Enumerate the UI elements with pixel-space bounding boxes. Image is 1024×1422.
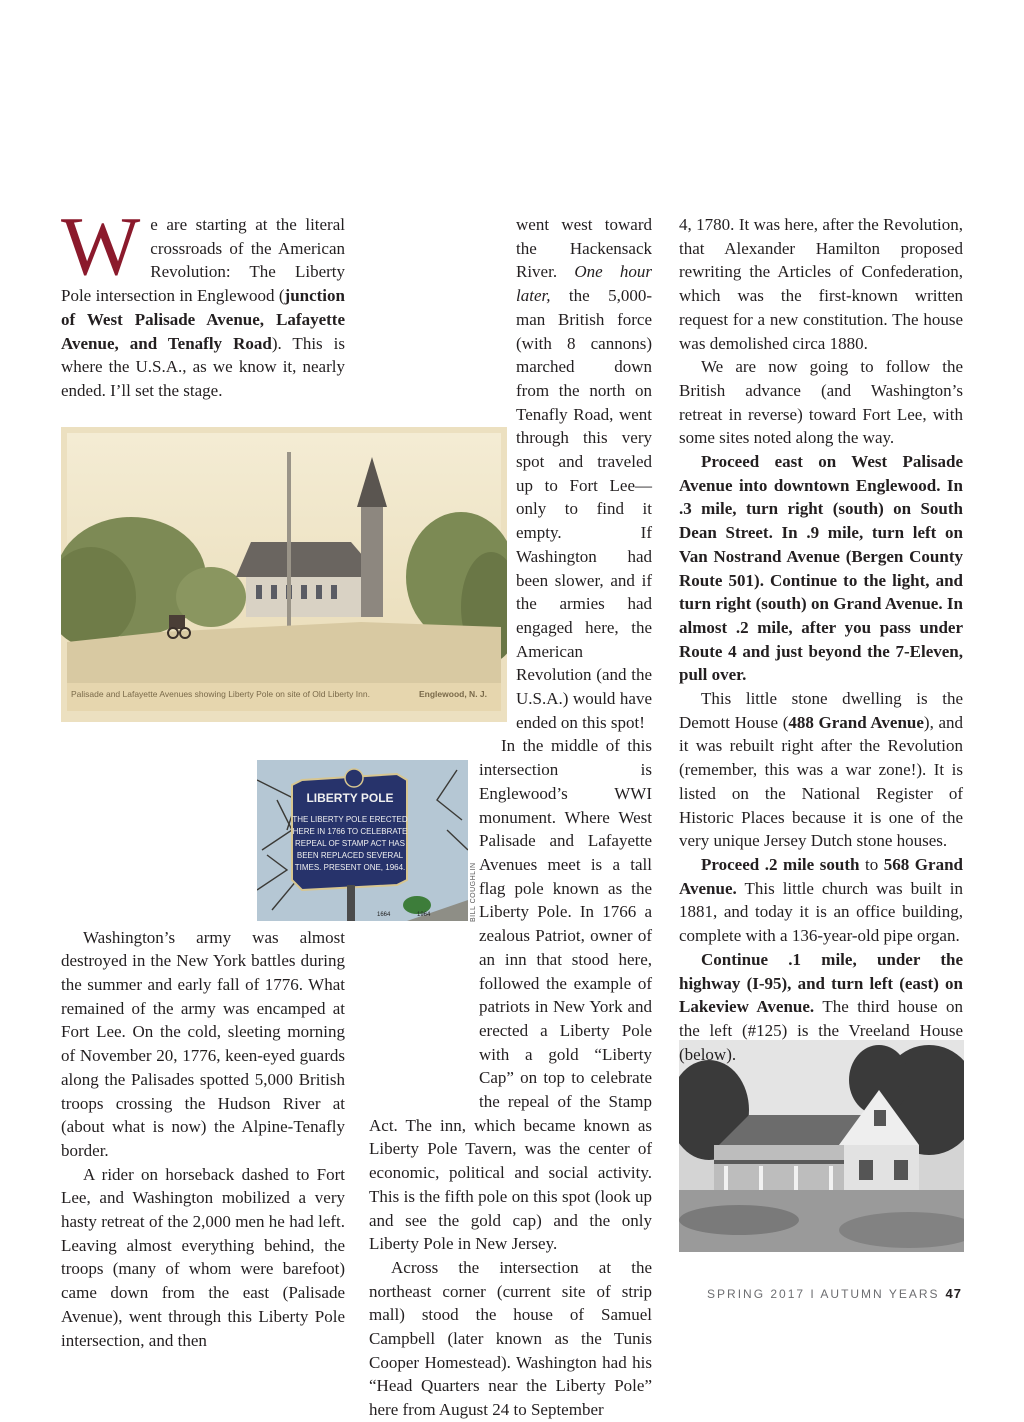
paragraph-intersection: Across the intersection at the northeast corner (current site of strip mall) stood the house of Samuel Campbell (later known as the Tunis Cooper Homestead). Washington had his “Head Quarters near the Liberty Pole” here from August 24 to September	[369, 1257, 652, 1420]
church-bold-2: 568 Grand Avenue.	[679, 854, 963, 898]
drop-cap: W	[61, 200, 141, 293]
paragraph-monument	[369, 734, 652, 1255]
church-mid: to	[859, 854, 884, 874]
sign-line-4: BEEN REPLACED SEVERAL	[296, 851, 404, 860]
sign-line-2: HERE IN 1766 TO CELEBRATE	[292, 827, 408, 836]
sign-line-3: REPEAL OF STAMP ACT HAS	[295, 839, 405, 848]
footer-label: SPRING 2017 I AUTUMN YEARS	[707, 1287, 940, 1301]
page-number: 47	[945, 1286, 962, 1301]
sign-title: LIBERTY POLE	[306, 791, 394, 805]
sign-line-1: THE LIBERTY POLE ERECTED	[292, 815, 408, 824]
column-1	[61, 200, 346, 1352]
postcard-spacer	[61, 403, 345, 762]
sign-wrap-spacer	[137, 762, 345, 926]
church-bold-1: Proceed .2 mile south	[701, 854, 860, 874]
vreeland-house-image	[679, 1040, 964, 1252]
church-tail: This little church was built in 1881, and today it is an office building, complete with a 136-year-old pipe organ.	[679, 878, 963, 946]
page-footer	[707, 1286, 962, 1301]
retreat-lead: went west toward the Hackensack River.	[516, 215, 652, 282]
retreat-tail: the 5,000-man British force (with 8 cannons) marched down from the north on Tenafly Road, went through this very spot and traveled up to Fort Lee—only to find it empty. If Washington had been slower, and if the armies had engaged here, the American Revolution (and the U.S.A.) would have ended on this spot!	[516, 286, 652, 732]
paragraph-directions-1	[679, 450, 963, 687]
paragraph-army	[61, 762, 345, 1163]
monument-text: In the middle of this intersection is Englewood’s WWI monument. Where West Palisade and Lafayette Avenues meet is a tall flag pole known as the Liberty Pole. In 1766 a zealous Patriot, owner of an inn that stood here, followed the example of patriots in New York and erected a Liberty Pole with a gold “Liberty Cap” on top to celebrate the repeal of the Stamp Act. The inn, which became known as Liberty Pole Tavern, was the center of economic, political and social activity. This is the fifth pole on this spot (look up and see the gold cap) and the only Liberty Pole in New Jersey.	[369, 736, 652, 1254]
intro-paragraph	[61, 200, 346, 403]
paragraph-retreat	[369, 213, 652, 734]
paragraph-rider: A rider on horseback dashed to Fort Lee, and Washington mobilized a very hasty retreat of the 2,000 men he had left. Leaving almost everything behind, the troops (many of whom were barefoot) came down from the east (Palisade Avenue), went through this Liberty Pole intersection, and then	[61, 1164, 345, 1350]
postcard-wrap-spacer	[369, 403, 516, 711]
postcard-place: Englewood, N. J.	[419, 689, 488, 699]
column-3	[679, 213, 963, 1066]
sign-line-5: TIMES. PRESENT ONE, 1964.	[294, 863, 406, 872]
sign-base-left: 1664	[377, 912, 391, 918]
column-2	[369, 213, 652, 1422]
sign-base-right: 1964	[417, 912, 431, 918]
paragraph-hamilton: 4, 1780. It was here, after the Revolution, that Alexander Hamilton proposed rewriting the Articles of Confederation, which was the first-known written request for a new constitution. The house was demolished circa 1880.	[679, 215, 963, 353]
retreat-italic: One hour later,	[516, 262, 652, 306]
demott-lead: This little stone dwelling is the Demott House (	[679, 689, 963, 732]
photo-credit: BILL COUGHLIN	[470, 862, 477, 922]
paragraph-church	[679, 853, 963, 948]
demott-bold: 488 Grand Avenue	[788, 712, 924, 732]
house-illustration	[679, 1040, 964, 1252]
paragraph-army-text: Washington’s army was almost destroyed in the New York battles during the summer and early fall of 1776. What remained of the army was encamped at Fort Lee. On the cold, sleeting morning of November 20, 1776, keen-eyed guards along the Palisades spotted 5,000 British troops crossing the Hudson River at (about what is now) the Alpine-Tenafly border.	[61, 927, 345, 1160]
directions-1-bold: Proceed east on West Palisade Avenue into downtown Englewood. In .3 mile, turn right (south) on South Dean Street. In .9 mile, turn left on Van Nostrand Avenue (Bergen County Route 501). Continue to the light, and turn right (south) on Grand Avenue. In almost .2 mile, after you pass under Route 4 and just beyond the 7-Eleven, pull over.	[679, 452, 963, 685]
paragraph-demott	[679, 687, 963, 853]
paragraph-vreeland	[679, 948, 963, 1067]
vreeland-bold: Continue .1 mile, under the highway (I-95), and turn left (east) on Lakeview Avenue.	[679, 949, 963, 1017]
vreeland-tail: The third house on the left (#125) is the Vreeland House (below).	[679, 997, 963, 1064]
sign-wrap-spacer-2	[369, 948, 479, 1110]
intro-lead: e are starting at the literal crossroads of the American Revolution: The Liberty Pole intersection in Englewood (	[61, 215, 345, 306]
paragraph-follow: We are now going to follow the British advance (and Washington’s retreat in reverse) toward Fort Lee, with some sites noted along the way.	[679, 357, 963, 448]
intro-bold: junction of West Palisade Avenue, Lafayette Avenue, and Tenafly Road	[61, 286, 345, 353]
demott-tail: ), and it was rebuilt right after the Revolution (remember, this was a war zone!). It is listed on the National Register of Historic Places because it is one of the very unique Jersey Dutch stone houses.	[679, 712, 963, 851]
postcard-caption: Palisade and Lafayette Avenues showing Liberty Pole on site of Old Liberty Inn.	[71, 689, 370, 699]
intro-tail: ). This is where the U.S.A., as we know it, nearly ended. I’ll set the stage.	[61, 333, 346, 400]
